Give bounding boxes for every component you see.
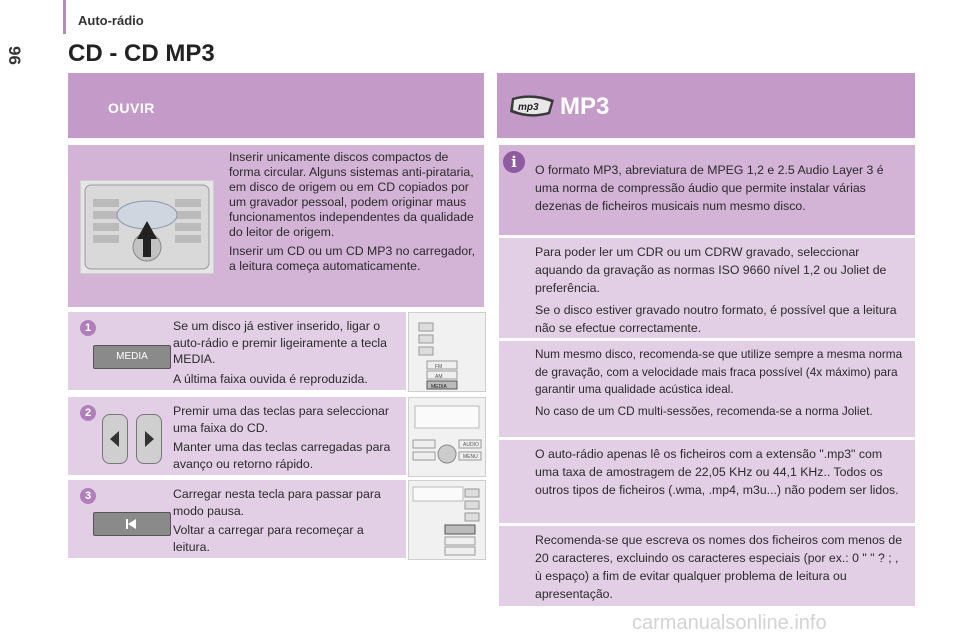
radio-audio-label: AUDIO (463, 442, 479, 448)
intro-paragraph-2: Inserir um CD ou um CD MP3 no carregador, a leitura começa automaticamente. (229, 244, 476, 273)
step-1-text (173, 318, 399, 390)
info-icon: i (503, 151, 525, 173)
step-1-paragraph-1: Se um disco já estiver inserido, ligar o auto-rádio e premir ligeiramente a tecla MEDIA. (173, 319, 387, 366)
page-title: CD - CD MP3 (68, 40, 215, 67)
mp3-text-4 (535, 445, 907, 503)
radio-panel-illustration-1 (408, 312, 486, 392)
watermark-text: carmanualsonline.info (632, 612, 827, 634)
mp3-paragraph-1: O formato MP3, abreviatura de MPEG 1,2 e 2.5 Audio Layer 3 é uma norma de compressão áudio que permite instalar várias dezenas de ficheiros musicais num mesmo disco. (535, 163, 884, 213)
intro-text (229, 150, 477, 278)
mp3-paragraph-3a: Num mesmo disco, recomenda-se que utilize sempre a mesma norma de gravação, com a velocidade mais fraca possível (4x máximo) para garantir uma qualidade acústica ideal. (535, 347, 903, 396)
seek-back-icon (102, 414, 128, 464)
radio-fm-label: FM (435, 364, 443, 370)
page-number: 96 (5, 46, 24, 65)
radio-menu-label: MENU (463, 454, 478, 460)
step-2-paragraph-1: Premir uma das teclas para seleccionar uma faixa do CD. (173, 404, 389, 435)
mp3-paragraph-2b: Se o disco estiver gravado noutro formato, é possível que a leitura não se efectue correctamente. (535, 303, 897, 335)
step-3-badge: 3 (80, 488, 96, 504)
step-2-badge: 2 (80, 405, 96, 421)
radio-am-label: AM (435, 374, 443, 380)
section-label: Auto-rádio (78, 13, 144, 28)
step-1-paragraph-2: A última faixa ouvida é reproduzida. (173, 371, 368, 386)
step-3-paragraph-1: Carregar nesta tecla para passar para modo pausa. (173, 487, 381, 518)
mp3-text-2 (535, 243, 907, 341)
mp3-text-5 (535, 531, 907, 607)
section-marker (63, 0, 66, 34)
mp3-paragraph-5: Recomenda-se que escreva os nomes dos ficheiros com menos de 20 caracteres, excluindo os caracteres especiais (por ex.: 0 " " ? ; , ù espaço) a fim de evitar qualquer problema de leitura ou apresentação. (535, 533, 903, 601)
mp3-paragraph-2a: Para poder ler um CDR ou um CDRW gravado, seleccionar aquando da gravação as normas ISO 9660 nível 1,2 ou Joliet de preferência. (535, 245, 887, 295)
intro-paragraph-1: Inserir unicamente discos compactos de forma circular. Alguns sistemas anti-pirataria, em disco de origem ou em CD copiados por um gravador pessoal, podem originar maus funcionamentos independentes da qualidade do leitor de origem. (229, 150, 474, 239)
step-2-paragraph-2: Manter uma das teclas carregadas para avanço ou retorno rápido. (173, 440, 391, 471)
mp3-paragraph-3b: No caso de um CD multi-sessões, recomenda-se a norma Joliet. (535, 403, 873, 418)
mp3-text-3 (535, 346, 907, 424)
step-1-badge: 1 (80, 320, 96, 336)
ouvir-title: OUVIR (108, 100, 155, 116)
step-3-paragraph-2: Voltar a carregar para recomeçar a leitura. (173, 523, 364, 554)
mp3-logo-icon (508, 94, 556, 123)
pause-button-illustration (93, 512, 171, 536)
mp3-title: MP3 (560, 93, 610, 120)
mp3-logo-text: mp3 (518, 102, 539, 113)
radio-cd-illustration (80, 180, 214, 274)
media-button-illustration: MEDIA (93, 345, 171, 369)
radio-media-label: MEDIA (431, 384, 447, 390)
seek-forward-icon (136, 414, 162, 464)
mp3-paragraph-4: O auto-rádio apenas lê os ficheiros com a extensão ".mp3" com uma taxa de amostragem de 22,05 KHz ou 44,1 KHz.. Todos os outros tipos de ficheiros (.wma, .mp4, m3u...) não podem ser lidos. (535, 447, 899, 497)
radio-panel-illustration-2 (408, 397, 486, 477)
step-3-text (173, 486, 399, 558)
radio-panel-illustration-3 (408, 480, 486, 560)
step-2-text (173, 403, 399, 475)
mp3-text-1 (535, 161, 907, 219)
